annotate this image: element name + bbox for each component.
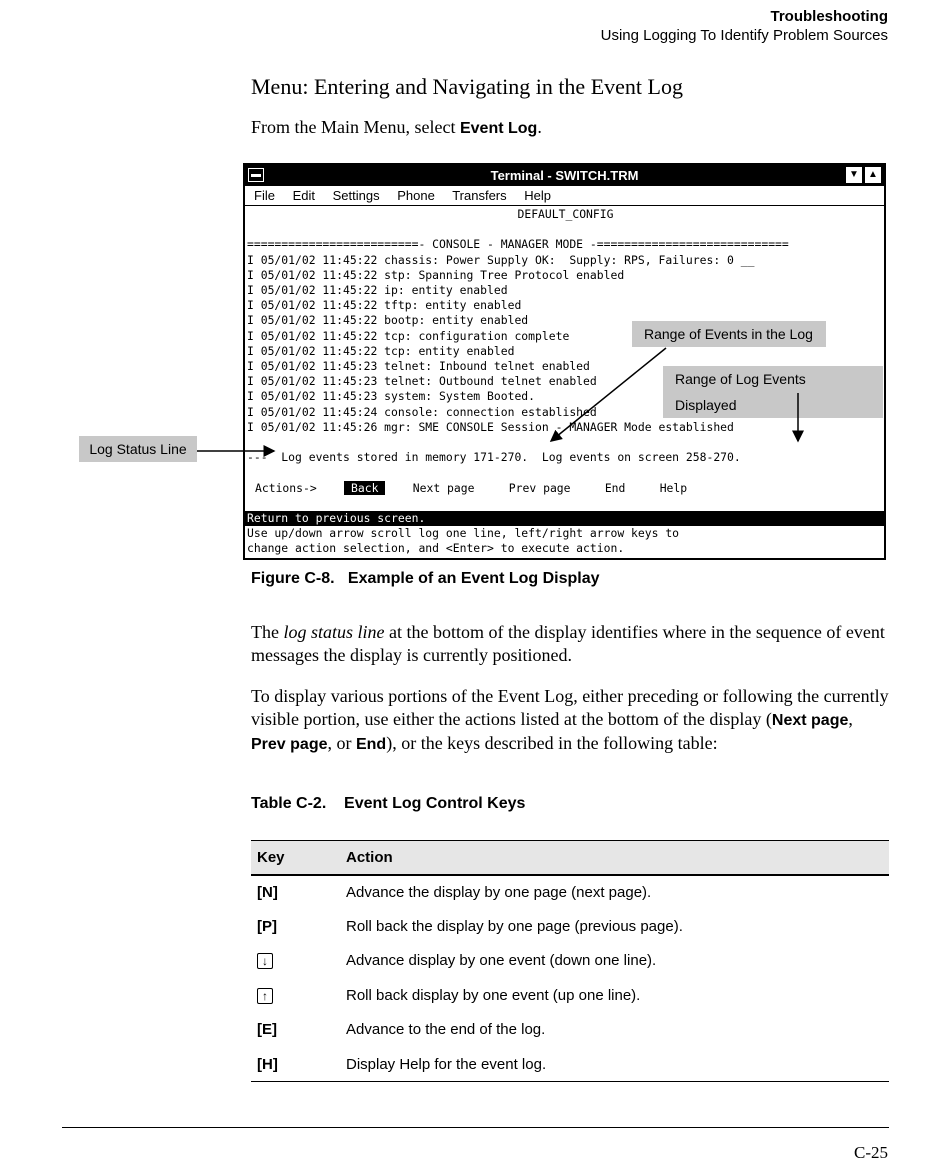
log-line: I 05/01/02 11:45:22 bootp: entity enabled [247, 313, 529, 328]
action-cell: Advance display by one event (down one line). [346, 952, 657, 970]
para2-end: End [355, 736, 387, 753]
table-row [251, 1013, 889, 1048]
log-line: I 05/01/02 11:45:22 tcp: configuration complete [247, 328, 570, 343]
callout-status-line: Log Status Line [79, 436, 197, 462]
intro-prefix: From the Main Menu, select [251, 117, 460, 137]
action-prev-page[interactable]: Prev page [508, 480, 571, 495]
header-title: Troubleshooting [770, 8, 888, 25]
help-line: Use up/down arrow scroll log one line, left/right arrow keys to [247, 526, 680, 541]
arrow-range-in-log [551, 348, 666, 441]
para2-prev-page: Prev page [251, 736, 328, 753]
table-row [251, 944, 889, 979]
para2-sep2: , or [327, 733, 356, 753]
menu-file[interactable]: File [254, 188, 275, 203]
table-row [251, 875, 889, 910]
down-arrow-key-icon: ↓ [257, 953, 273, 969]
mode-banner: =========================- CONSOLE - MANAGER MODE -============================ [247, 237, 789, 252]
action-end[interactable]: End [604, 480, 626, 495]
key-cell: [E] [257, 1021, 277, 1039]
section-heading: Menu: Entering and Navigating in the Event Log [251, 74, 683, 99]
menu-help[interactable]: Help [524, 188, 551, 203]
log-line: I 05/01/02 11:45:22 chassis: Power Supply OK: Supply: RPS, Failures: 0 __ [247, 252, 755, 267]
callout-range-in-log: Range of Events in the Log [632, 321, 826, 347]
table-row [251, 1047, 889, 1082]
para1-prefix: The [251, 622, 284, 642]
para2-text2: ), or the keys described in the following table: [386, 733, 718, 753]
up-arrow-key-icon: ↑ [257, 988, 273, 1004]
key-cell [251, 978, 340, 1013]
log-status-line: --- Log events stored in memory 171-270. Log events on screen 258-270. [247, 450, 741, 465]
log-line: I 05/01/02 11:45:23 telnet: Inbound telnet enabled [247, 359, 590, 374]
terminal-title: Terminal - SWITCH.TRM [490, 168, 639, 183]
paragraph-navigation [251, 685, 891, 756]
intro-bold: Event Log [459, 120, 538, 137]
menu-phone[interactable]: Phone [397, 188, 435, 203]
header-subtitle: Using Logging To Identify Problem Sources [600, 27, 888, 44]
log-line: I 05/01/02 11:45:22 tftp: entity enabled [247, 298, 522, 313]
table-row [251, 909, 889, 944]
actions-label: Actions-> [255, 480, 317, 495]
log-line: I 05/01/02 11:45:23 system: System Booted. [247, 389, 536, 404]
footer-rule [62, 1127, 889, 1128]
log-line: I 05/01/02 11:45:22 stp: Spanning Tree Protocol enabled [247, 267, 625, 282]
menu-settings[interactable]: Settings [332, 188, 380, 203]
callout-range-displayed: Range of Log Events Displayed [663, 366, 883, 418]
action-cell: Roll back the display by one page (previous page). [346, 917, 683, 935]
table-header-row [251, 841, 889, 875]
key-cell: [P] [257, 917, 277, 935]
help-line: change action selection, and <Enter> to execute action. [247, 541, 625, 556]
para2-text1: To display various portions of the Event Log, either preceding or following the currently visible portion, use either the actions listed at the bottom of the display ( [251, 686, 889, 729]
menu-transfers[interactable]: Transfers [452, 188, 507, 203]
para2-sep1: , [848, 709, 853, 729]
action-back[interactable]: Back [344, 481, 385, 495]
page-number: C-25 [854, 1143, 888, 1160]
log-line: I 05/01/02 11:45:23 telnet: Outbound telnet enabled [247, 374, 597, 389]
figure-caption: Figure C-8. Example of an Event Log Display [251, 570, 600, 587]
para2-next-page: Next page [771, 712, 849, 729]
action-cell: Advance the display by one page (next page). [346, 883, 652, 901]
para1-suffix: at the bottom of the display identifies where in the sequence of event messages the display is currently positioned. [251, 622, 885, 665]
table-row [251, 978, 889, 1013]
log-line: I 05/01/02 11:45:24 console: connection established [247, 404, 597, 419]
action-help[interactable]: Help [659, 480, 688, 495]
action-cell: Display Help for the event log. [340, 1047, 889, 1082]
help-highlight: Return to previous screen. [245, 511, 884, 526]
paragraph-status-line [251, 621, 891, 667]
action-next-page[interactable]: Next page [412, 480, 475, 495]
event-log-keys-table [251, 840, 889, 1082]
log-line: I 05/01/02 11:45:22 ip: entity enabled [247, 283, 508, 298]
config-name: DEFAULT_CONFIG [517, 207, 614, 221]
log-line: I 05/01/02 11:45:26 mgr: SME CONSOLE Session - MANAGER Mode established [247, 419, 734, 434]
key-cell [251, 944, 340, 979]
table-caption: Table C-2. Event Log Control Keys [251, 795, 526, 812]
log-line: I 05/01/02 11:45:22 tcp: entity enabled [247, 343, 515, 358]
menu-edit[interactable]: Edit [292, 188, 315, 203]
header-action: Action [340, 841, 889, 875]
action-cell: Advance to the end of the log. [346, 1021, 546, 1039]
minimize-icon[interactable]: ▼ [846, 167, 862, 183]
action-cell: Roll back display by one event (up one line). [346, 986, 641, 1004]
key-cell: [H] [251, 1047, 340, 1082]
header-key: Key [251, 841, 340, 875]
para1-italic: log status line [283, 622, 385, 642]
key-cell: [N] [257, 883, 278, 901]
intro-suffix: . [537, 117, 542, 137]
maximize-icon[interactable]: ▲ [865, 167, 881, 183]
